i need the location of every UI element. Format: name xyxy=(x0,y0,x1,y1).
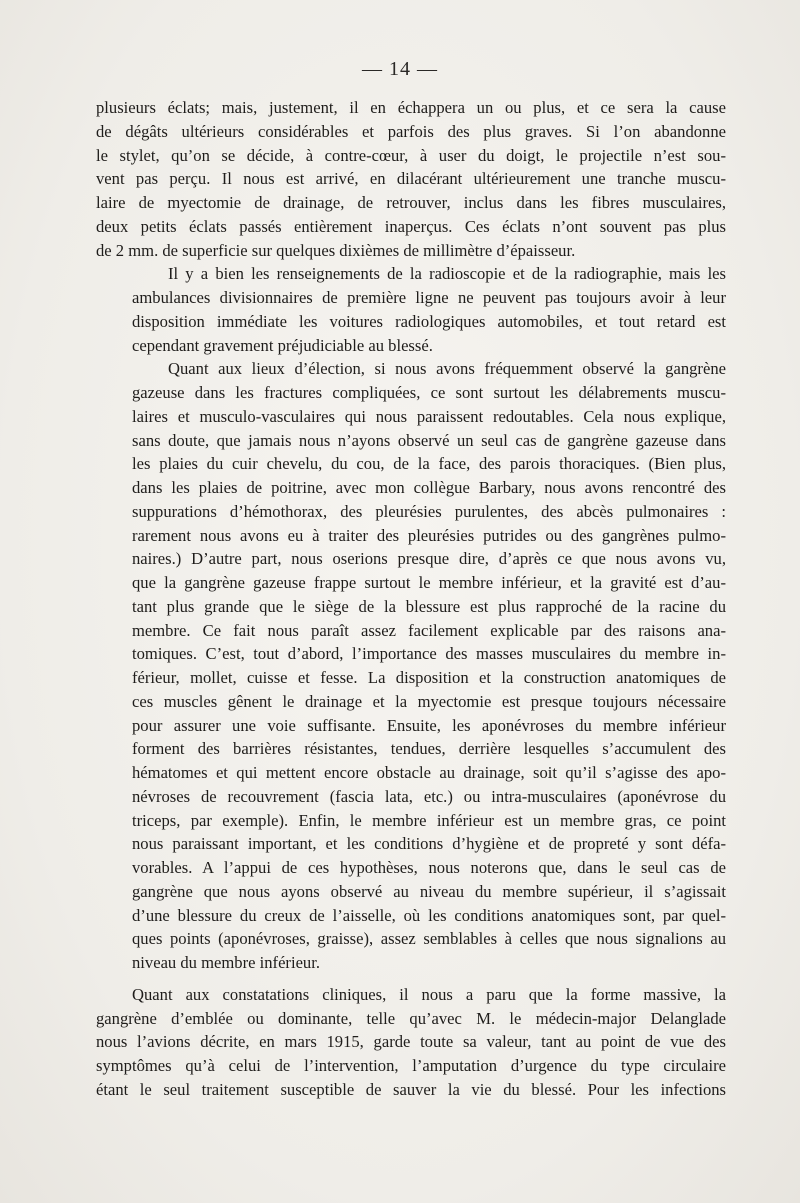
text-line: pour assurer une voie suffisante. Ensuite, les aponévroses du membre inférieur xyxy=(132,715,726,735)
text-line: ques points (aponévroses, graisse), assez semblables à celles que nous signalions au xyxy=(132,929,726,949)
body-text xyxy=(96,96,726,1102)
text-line: naires.) D’autre part, nous oserions presque dire, d’après ce que nous avons vu, xyxy=(132,549,726,569)
text-line: de dégâts ultérieurs considérables et parfois des plus graves. Si l’on abandonne xyxy=(96,121,726,141)
text-line: gangrène d’emblée ou dominante, telle qu’avec M. le médecin-major Delanglade xyxy=(96,1008,726,1028)
text-line: de 2 mm. de superficie sur quelques dixièmes de millimètre d’épaisseur. xyxy=(96,240,576,260)
text-line: Il y a bien les renseignements de la radioscopie et de la radiographie, mais les xyxy=(168,264,726,284)
text-line: plusieurs éclats; mais, justement, il en échappera un ou plus, et ce sera la cause xyxy=(96,98,726,117)
text-line: ces muscles gênent le drainage et la myectomie est presque toujours nécessaire xyxy=(132,691,726,711)
text-line: gangrène que nous ayons observé au niveau du membre supérieur, il s’agissait xyxy=(132,881,726,901)
text-line: hématomes et qui mettent encore obstacle au drainage, soit qu’il s’agisse des apo- xyxy=(132,763,726,782)
text-line: triceps, par exemple). Enfin, le membre inférieur est un membre gras, ce point xyxy=(132,810,726,830)
text-line: Quant aux constatations cliniques, il nous a paru que la forme massive, la xyxy=(132,984,726,1004)
text-line: névroses de recouvrement (fascia lata, etc.) ou intra-musculaires (aponévrose du xyxy=(132,786,726,806)
text-line: vent pas perçu. Il nous est arrivé, en dilacérant ultérieurement une tranche muscu- xyxy=(96,169,726,189)
text-line: nous l’avions décrite, en mars 1915, garde toute sa valeur, tant au point de vue des xyxy=(96,1032,726,1052)
text-line: nous paraissant important, et les conditions d’hygiène et de propreté y sont défa- xyxy=(132,834,726,854)
text-line: disposition immédiate les voitures radiologiques automobiles, et tout retard est xyxy=(132,311,726,331)
text-line: d’une blessure du creux de l’aisselle, où les conditions anatomiques sont, par quel- xyxy=(132,905,726,925)
paragraph-4 xyxy=(96,983,726,1102)
text-line: étant le seul traitement susceptible de sauver la vie du blessé. Pour les infections xyxy=(96,1079,726,1099)
text-line: niveau du membre inférieur. xyxy=(132,953,320,972)
page-number: — 14 — xyxy=(362,58,438,80)
text-line: dans les plaies de poitrine, avec mon collègue Barbary, nous avons rencontré des xyxy=(132,478,726,497)
text-line: suppurations d’hémothorax, des pleurésies purulentes, des abcès pulmonaires : xyxy=(132,501,726,521)
text-line: que la gangrène gazeuse frappe surtout le membre inférieur, et la gravité est d’au- xyxy=(132,573,726,592)
text-line: deux petits éclats passés entièrement inaperçus. Ces éclats n’ont souvent pas plus xyxy=(96,216,726,236)
paragraph-2 xyxy=(96,262,726,357)
text-line: rarement nous avons eu à traiter des pleurésies putrides ou des gangrènes pulmo- xyxy=(132,525,726,545)
text-line: férieur, mollet, cuisse et fesse. La disposition et la construction anatomiques de xyxy=(132,668,726,687)
paragraph-gap xyxy=(96,975,726,983)
text-line: tant plus grande que le siège de la blessure est plus rapproché de la racine du xyxy=(132,596,726,616)
text-line: laire de myectomie de drainage, de retrouver, inclus dans les fibres musculaires, xyxy=(96,193,726,212)
text-line: les plaies du cuir chevelu, du cou, de la face, des parois thoraciques. (Bien plus, xyxy=(132,454,726,474)
text-line: ambulances divisionnaires de première ligne ne peuvent pas toujours avoir à leur xyxy=(132,288,726,307)
text-line: sans doute, que jamais nous n’ayons observé un seul cas de gangrène gazeuse dans xyxy=(132,430,726,450)
text-line: le stylet, qu’on se décide, à contre-cœur, à user du doigt, le projectile n’est sou- xyxy=(96,145,726,165)
text-line: vorables. A l’appui de ces hypothèses, nous noterons que, dans le seul cas de xyxy=(132,858,726,877)
paragraph-1 xyxy=(96,96,726,262)
text-line: gazeuse dans les fractures compliquées, ce sont surtout les délabrements muscu- xyxy=(132,383,726,402)
text-line: membre. Ce fait nous paraît assez facilement explicable par des raisons ana- xyxy=(132,620,726,640)
text-line: cependant gravement préjudiciable au blessé. xyxy=(132,335,433,355)
paragraph-3 xyxy=(96,357,726,975)
text-line: Quant aux lieux d’élection, si nous avons fréquemment observé la gangrène xyxy=(168,359,726,379)
text-line: forment des barrières résistantes, tendues, derrière lesquelles s’accumulent des xyxy=(132,739,726,759)
text-line: laires et musculo-vasculaires qui nous paraissent redoutables. Cela nous explique, xyxy=(132,406,726,426)
text-line: symptômes qu’à celui de l’intervention, l’amputation d’urgence du type circulaire xyxy=(96,1056,726,1075)
text-line: tomiques. C’est, tout d’abord, l’importance des masses musculaires du membre in- xyxy=(132,644,726,664)
